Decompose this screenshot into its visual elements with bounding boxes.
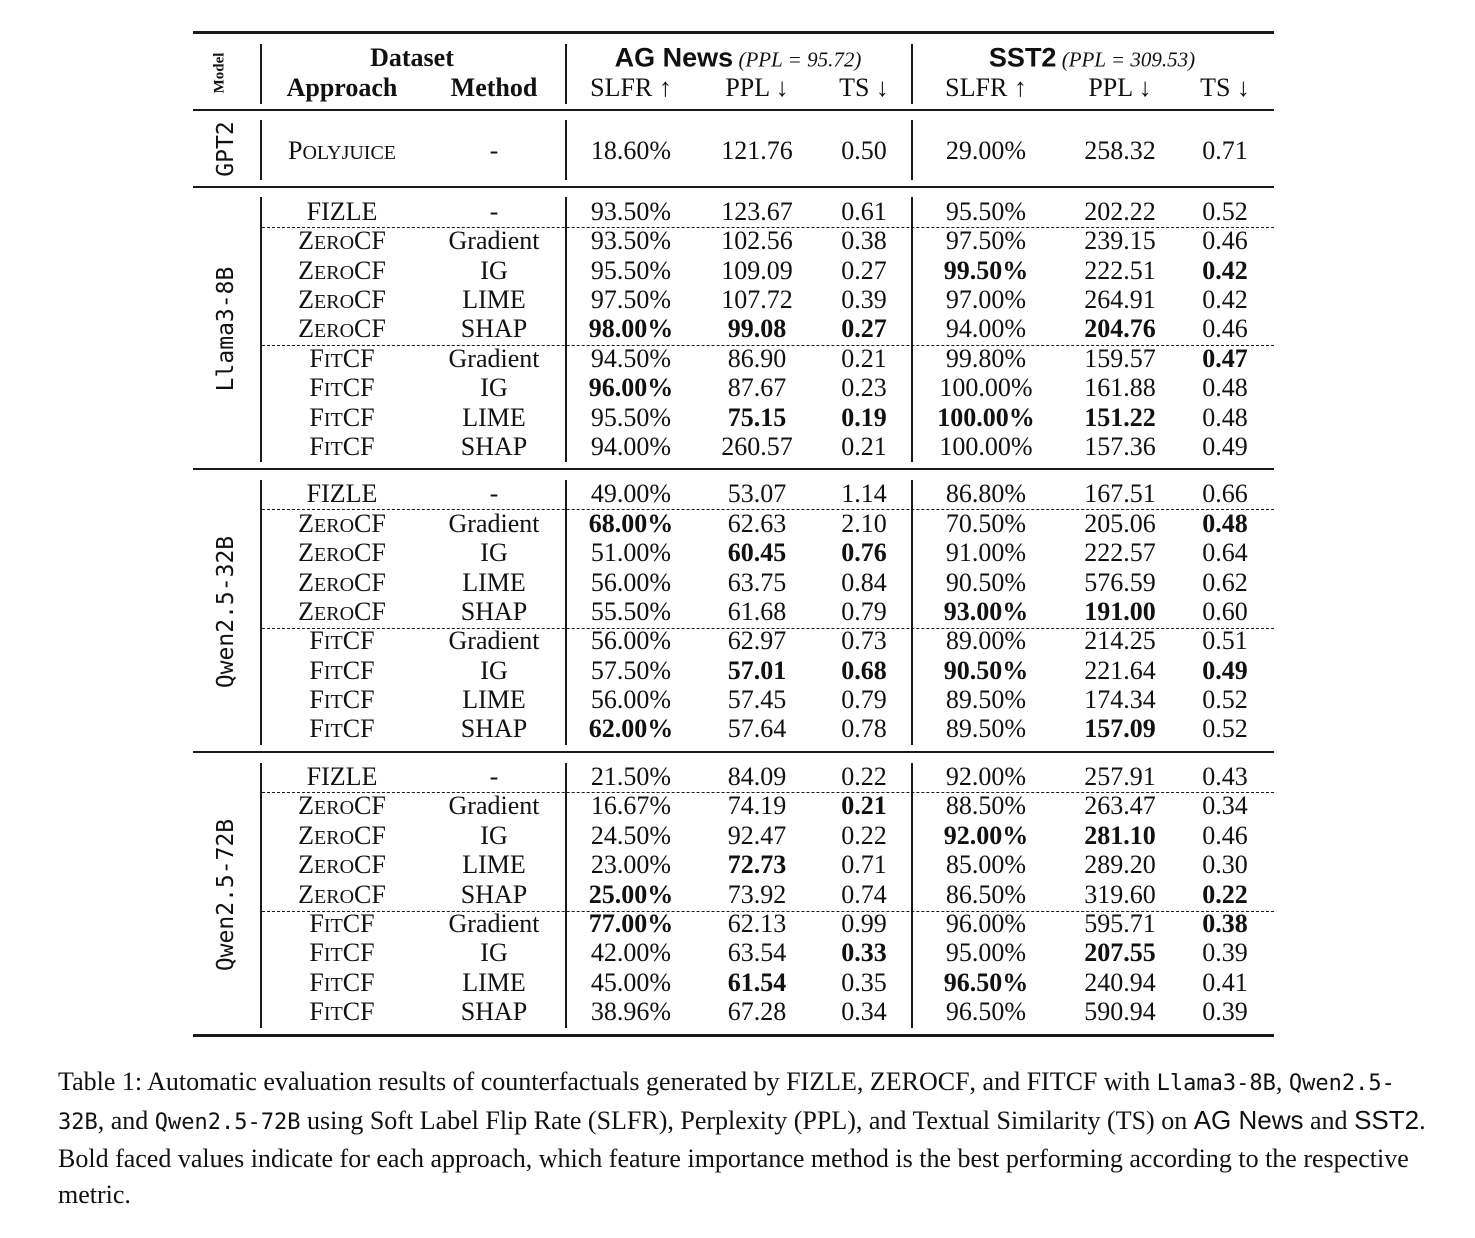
metric-cell: 94.00% — [945, 314, 1027, 343]
metric-cell: 576.59 — [1084, 568, 1156, 597]
metric-cell: 0.79 — [841, 685, 887, 714]
metric-cell: 49.00% — [590, 479, 672, 508]
metric-cell: 95.00% — [945, 938, 1027, 967]
row-group-separator — [262, 911, 1274, 912]
metric-cell: 590.94 — [1084, 997, 1156, 1026]
metric-cell: 258.32 — [1084, 136, 1156, 165]
metric-cell: 56.00% — [590, 568, 672, 597]
approach-cell: ZEROCF — [298, 314, 386, 343]
approach-cell: ZEROCF — [298, 597, 386, 626]
metric-cell: 264.91 — [1084, 285, 1156, 314]
caption-text: , and — [969, 1067, 1027, 1096]
approach-cell: ZEROCF — [298, 256, 386, 285]
metric-cell: 99.08 — [727, 314, 787, 343]
group-rule — [193, 468, 1274, 470]
metric-cell: 0.51 — [1202, 626, 1248, 655]
metric-cell: 74.19 — [727, 791, 787, 820]
model-label: Qwen2.5-72B — [213, 818, 239, 971]
approach-cell: FITCF — [309, 685, 375, 714]
metric-cell: 24.50% — [590, 821, 672, 850]
metric-cell: 191.00 — [1084, 597, 1156, 626]
metric-cell: 0.38 — [1202, 909, 1248, 938]
header-method: Method — [450, 73, 538, 102]
metric-cell: 263.47 — [1084, 791, 1156, 820]
metric-cell: 23.00% — [590, 850, 672, 879]
method-cell: IG — [480, 938, 508, 967]
metric-cell: 93.50% — [590, 197, 672, 226]
metric-cell: 86.90 — [727, 344, 787, 373]
bottom-rule — [193, 1034, 1274, 1037]
metric-cell: 0.52 — [1202, 714, 1248, 743]
metric-cell: 0.34 — [841, 997, 887, 1026]
method-cell: SHAP — [460, 314, 528, 343]
metric-cell: 0.43 — [1202, 762, 1248, 791]
row-group-separator — [262, 509, 1274, 510]
header-slfr: SLFR ↑ — [945, 73, 1027, 102]
metric-cell: 93.50% — [590, 226, 672, 255]
metric-cell: 0.42 — [1202, 256, 1248, 285]
metric-cell: 96.00% — [588, 373, 674, 402]
header-model: Model — [211, 52, 228, 94]
metric-cell: 0.79 — [841, 597, 887, 626]
metric-cell: 0.68 — [841, 656, 887, 685]
method-cell: Gradient — [448, 509, 540, 538]
column-separator — [911, 44, 913, 104]
metric-cell: 86.80% — [945, 479, 1027, 508]
metric-cell: 57.01 — [727, 656, 787, 685]
method-cell: - — [489, 762, 499, 791]
method-cell: SHAP — [460, 597, 528, 626]
header-approach: Approach — [286, 73, 398, 102]
metric-cell: 0.21 — [841, 791, 887, 820]
method-cell: IG — [480, 373, 508, 402]
method-cell: Gradient — [448, 626, 540, 655]
metric-cell: 0.49 — [1202, 432, 1248, 461]
column-separator — [565, 120, 567, 180]
method-cell: LIME — [462, 568, 526, 597]
metric-cell: 70.50% — [945, 509, 1027, 538]
approach-cell: ZEROCF — [298, 538, 386, 567]
approach-cell: FITCF — [309, 373, 375, 402]
top-rule — [193, 31, 1274, 34]
group-rule — [193, 751, 1274, 753]
method-cell: - — [489, 136, 499, 165]
header-rule — [193, 109, 1274, 111]
metric-cell: 0.21 — [841, 432, 887, 461]
method-cell: IG — [480, 256, 508, 285]
metric-cell: 98.00% — [588, 314, 674, 343]
caption-text: Table 1: Automatic evaluation results of counterfactuals generated by FIZLE, — [58, 1067, 870, 1096]
metric-cell: 289.20 — [1084, 850, 1156, 879]
header-ts: TS ↓ — [839, 73, 889, 102]
metric-cell: 0.62 — [1202, 568, 1248, 597]
metric-cell: 97.00% — [945, 285, 1027, 314]
metric-cell: 0.19 — [841, 403, 887, 432]
method-cell: Gradient — [448, 909, 540, 938]
metric-cell: 0.48 — [1202, 403, 1248, 432]
metric-cell: 18.60% — [590, 136, 672, 165]
metric-cell: 73.92 — [727, 880, 787, 909]
metric-cell: 109.09 — [721, 256, 793, 285]
metric-cell: 222.51 — [1084, 256, 1156, 285]
metric-cell: 0.23 — [841, 373, 887, 402]
metric-cell: 42.00% — [590, 938, 672, 967]
model-label: GPT2 — [213, 121, 239, 177]
metric-cell: 72.73 — [727, 850, 787, 879]
metric-cell: 99.80% — [945, 344, 1027, 373]
column-separator — [565, 44, 567, 104]
metric-cell: 159.57 — [1084, 344, 1156, 373]
approach-cell: ZEROCF — [298, 285, 386, 314]
metric-cell: 56.00% — [590, 626, 672, 655]
metric-cell: 240.94 — [1084, 968, 1156, 997]
metric-cell: 0.76 — [841, 538, 887, 567]
metric-cell: 174.34 — [1084, 685, 1156, 714]
approach-cell: FITCF — [309, 968, 375, 997]
metric-cell: 281.10 — [1084, 821, 1156, 850]
metric-cell: 0.71 — [1202, 136, 1248, 165]
approach-cell: ZEROCF — [298, 509, 386, 538]
metric-cell: 319.60 — [1084, 880, 1156, 909]
header-slfr: SLFR ↑ — [590, 73, 672, 102]
metric-cell: 60.45 — [727, 538, 787, 567]
row-group-separator — [262, 628, 1274, 629]
metric-cell: 93.00% — [943, 597, 1029, 626]
method-cell: IG — [480, 538, 508, 567]
metric-cell: 204.76 — [1084, 314, 1156, 343]
column-separator — [565, 197, 567, 462]
metric-cell: 89.50% — [945, 685, 1027, 714]
metric-cell: 205.06 — [1084, 509, 1156, 538]
metric-cell: 62.97 — [727, 626, 787, 655]
metric-cell: 92.00% — [945, 762, 1027, 791]
metric-cell: 0.30 — [1202, 850, 1248, 879]
caption-model-llama: Llama3-8B — [1156, 1071, 1276, 1096]
metric-cell: 100.00% — [937, 403, 1035, 432]
metric-cell: 95.50% — [590, 403, 672, 432]
approach-cell: FIZLE — [306, 479, 378, 508]
header-sst2: SST2 (PPL = 309.53) — [988, 42, 1196, 73]
metric-cell: 0.22 — [1202, 880, 1248, 909]
metric-cell: 45.00% — [590, 968, 672, 997]
caption-model-qwen72: Qwen2.5-72B — [154, 1110, 301, 1135]
metric-cell: 89.50% — [945, 714, 1027, 743]
metric-cell: 0.49 — [1202, 656, 1248, 685]
metric-cell: 207.55 — [1084, 938, 1156, 967]
approach-cell: FITCF — [309, 938, 375, 967]
metric-cell: 38.96% — [590, 997, 672, 1026]
header-dataset: Dataset — [370, 43, 454, 72]
metric-cell: 107.72 — [721, 285, 793, 314]
metric-cell: 157.09 — [1084, 714, 1156, 743]
metric-cell: 0.33 — [841, 938, 887, 967]
column-separator — [911, 763, 913, 1028]
metric-cell: 85.00% — [945, 850, 1027, 879]
metric-cell: 91.00% — [945, 538, 1027, 567]
metric-cell: 92.47 — [727, 821, 787, 850]
method-cell: LIME — [462, 285, 526, 314]
metric-cell: 57.64 — [727, 714, 787, 743]
metric-cell: 63.75 — [727, 568, 787, 597]
column-separator — [911, 120, 913, 180]
approach-cell: ZEROCF — [298, 850, 386, 879]
metric-cell: 0.99 — [841, 909, 887, 938]
metric-cell: 68.00% — [588, 509, 674, 538]
method-cell: SHAP — [460, 880, 528, 909]
metric-cell: 94.50% — [590, 344, 672, 373]
metric-cell: 161.88 — [1084, 373, 1156, 402]
metric-cell: 0.48 — [1202, 509, 1248, 538]
metric-cell: 2.10 — [841, 509, 887, 538]
method-cell: IG — [480, 821, 508, 850]
approach-cell: ZEROCF — [298, 226, 386, 255]
approach-cell: ZEROCF — [298, 821, 386, 850]
metric-cell: 63.54 — [727, 938, 787, 967]
header-ppl: PPL ↓ — [1088, 73, 1152, 102]
metric-cell: 0.46 — [1202, 226, 1248, 255]
method-cell: LIME — [462, 850, 526, 879]
metric-cell: 0.38 — [841, 226, 887, 255]
method-cell: Gradient — [448, 791, 540, 820]
column-separator — [260, 44, 262, 104]
metric-cell: 29.00% — [945, 136, 1027, 165]
metric-cell: 0.46 — [1202, 314, 1248, 343]
metric-cell: 0.61 — [841, 197, 887, 226]
metric-cell: 0.22 — [841, 821, 887, 850]
metric-cell: 202.22 — [1084, 197, 1156, 226]
metric-cell: 90.50% — [943, 656, 1029, 685]
metric-cell: 214.25 — [1084, 626, 1156, 655]
metric-cell: 62.00% — [588, 714, 674, 743]
column-separator — [911, 480, 913, 745]
column-separator — [565, 763, 567, 1028]
metric-cell: 57.50% — [590, 656, 672, 685]
metric-cell: 0.48 — [1202, 373, 1248, 402]
metric-cell: 157.36 — [1084, 432, 1156, 461]
metric-cell: 55.50% — [590, 597, 672, 626]
approach-cell: FIZLE — [306, 197, 378, 226]
metric-cell: 0.47 — [1202, 344, 1248, 373]
column-separator — [911, 197, 913, 462]
metric-cell: 25.00% — [588, 880, 674, 909]
metric-cell: 0.74 — [841, 880, 887, 909]
caption-text: , — [1275, 1067, 1289, 1096]
metric-cell: 86.50% — [945, 880, 1027, 909]
metric-cell: 77.00% — [588, 909, 674, 938]
metric-cell: 0.39 — [841, 285, 887, 314]
metric-cell: 97.50% — [590, 285, 672, 314]
metric-cell: 167.51 — [1084, 479, 1156, 508]
metric-cell: 222.57 — [1084, 538, 1156, 567]
model-label: Qwen2.5-32B — [213, 535, 239, 688]
column-separator — [260, 197, 262, 462]
approach-cell: ZEROCF — [298, 568, 386, 597]
metric-cell: 0.22 — [841, 762, 887, 791]
group-rule — [193, 186, 1274, 188]
metric-cell: 221.64 — [1084, 656, 1156, 685]
metric-cell: 99.50% — [943, 256, 1029, 285]
metric-cell: 260.57 — [721, 432, 793, 461]
metric-cell: 0.21 — [841, 344, 887, 373]
approach-cell: ZEROCF — [298, 880, 386, 909]
method-cell: LIME — [462, 685, 526, 714]
metric-cell: 0.41 — [1202, 968, 1248, 997]
metric-cell: 96.50% — [945, 997, 1027, 1026]
metric-cell: 92.00% — [943, 821, 1029, 850]
metric-cell: 95.50% — [590, 256, 672, 285]
caption-dataset-sst: SST2 — [1354, 1105, 1420, 1135]
metric-cell: 94.00% — [590, 432, 672, 461]
caption-text: using Soft Label Flip Rate (SLFR), Perplexity (PPL), and Textual Similarity (TS) on — [300, 1106, 1194, 1135]
metric-cell: 0.35 — [841, 968, 887, 997]
method-cell: Gradient — [448, 344, 540, 373]
metric-cell: 0.42 — [1202, 285, 1248, 314]
metric-cell: 0.39 — [1202, 938, 1248, 967]
header-ppl: PPL ↓ — [725, 73, 789, 102]
method-cell: IG — [480, 656, 508, 685]
metric-cell: 75.15 — [727, 403, 787, 432]
approach-cell: POLYJUICE — [287, 136, 397, 165]
caption-dataset-ag: AG News — [1193, 1105, 1304, 1135]
metric-cell: 0.52 — [1202, 685, 1248, 714]
metric-cell: 121.76 — [721, 136, 793, 165]
column-separator — [260, 120, 262, 180]
metric-cell: 0.27 — [841, 256, 887, 285]
metric-cell: 0.27 — [841, 314, 887, 343]
table-caption — [58, 1064, 1428, 1213]
row-group-separator — [262, 792, 1274, 793]
approach-cell: FIZLE — [306, 762, 378, 791]
method-cell: LIME — [462, 403, 526, 432]
approach-cell: FITCF — [309, 403, 375, 432]
metric-cell: 0.78 — [841, 714, 887, 743]
caption-text: with — [1097, 1067, 1157, 1096]
metric-cell: 87.67 — [727, 373, 787, 402]
approach-cell: ZEROCF — [298, 791, 386, 820]
method-cell: LIME — [462, 968, 526, 997]
metric-cell: 0.52 — [1202, 197, 1248, 226]
model-label: Llama3-8B — [213, 266, 239, 391]
metric-cell: 96.50% — [943, 968, 1029, 997]
caption-text: , and — [97, 1106, 155, 1135]
approach-cell: FITCF — [309, 626, 375, 655]
metric-cell: 62.63 — [727, 509, 787, 538]
metric-cell: 0.66 — [1202, 479, 1248, 508]
method-cell: SHAP — [460, 997, 528, 1026]
metric-cell: 57.45 — [727, 685, 787, 714]
metric-cell: 0.39 — [1202, 997, 1248, 1026]
metric-cell: 56.00% — [590, 685, 672, 714]
approach-cell: FITCF — [309, 656, 375, 685]
metric-cell: 0.50 — [841, 136, 887, 165]
column-separator — [565, 480, 567, 745]
metric-cell: 100.00% — [939, 373, 1033, 402]
metric-cell: 239.15 — [1084, 226, 1156, 255]
metric-cell: 53.07 — [727, 479, 787, 508]
metric-cell: 61.54 — [727, 968, 787, 997]
metric-cell: 89.00% — [945, 626, 1027, 655]
metric-cell: 88.50% — [945, 791, 1027, 820]
metric-cell: 67.28 — [727, 997, 787, 1026]
approach-cell: FITCF — [309, 344, 375, 373]
metric-cell: 0.46 — [1202, 821, 1248, 850]
metric-cell: 0.71 — [841, 850, 887, 879]
metric-cell: 257.91 — [1084, 762, 1156, 791]
metric-cell: 595.71 — [1084, 909, 1156, 938]
caption-fitcf: FITCF — [1026, 1067, 1098, 1096]
metric-cell: 84.09 — [727, 762, 787, 791]
metric-cell: 100.00% — [939, 432, 1033, 461]
method-cell: SHAP — [460, 714, 528, 743]
header-ag-news: AG News (PPL = 95.72) — [614, 42, 862, 73]
metric-cell: 0.73 — [841, 626, 887, 655]
metric-cell: 0.64 — [1202, 538, 1248, 567]
header-ts: TS ↓ — [1200, 73, 1250, 102]
metric-cell: 96.00% — [945, 909, 1027, 938]
metric-cell: 61.68 — [727, 597, 787, 626]
method-cell: Gradient — [448, 226, 540, 255]
metric-cell: 0.84 — [841, 568, 887, 597]
metric-cell: 16.67% — [590, 791, 672, 820]
metric-cell: 102.56 — [721, 226, 793, 255]
row-group-separator — [262, 227, 1274, 228]
method-cell: SHAP — [460, 432, 528, 461]
metric-cell: 0.34 — [1202, 791, 1248, 820]
row-group-separator — [262, 345, 1274, 346]
approach-cell: FITCF — [309, 432, 375, 461]
column-separator — [260, 763, 262, 1028]
caption-text: and — [1303, 1106, 1355, 1135]
caption-text: . Bold faced values indicate for each approach, which feature importance method is the best performing according to the respective metric. — [58, 1106, 1426, 1209]
approach-cell: FITCF — [309, 909, 375, 938]
approach-cell: FITCF — [309, 714, 375, 743]
metric-cell: 90.50% — [945, 568, 1027, 597]
approach-cell: FITCF — [309, 997, 375, 1026]
metric-cell: 1.14 — [841, 479, 887, 508]
metric-cell: 51.00% — [590, 538, 672, 567]
caption-model-qwen32: Qwen2.5-32B — [58, 1071, 1395, 1135]
method-cell: - — [489, 479, 499, 508]
column-separator — [260, 480, 262, 745]
caption-zerocf: ZEROCF — [869, 1067, 970, 1096]
metric-cell: 151.22 — [1084, 403, 1156, 432]
metric-cell: 21.50% — [590, 762, 672, 791]
method-cell: - — [489, 197, 499, 226]
metric-cell: 97.50% — [945, 226, 1027, 255]
metric-cell: 95.50% — [945, 197, 1027, 226]
metric-cell: 0.60 — [1202, 597, 1248, 626]
metric-cell: 123.67 — [721, 197, 793, 226]
metric-cell: 62.13 — [727, 909, 787, 938]
